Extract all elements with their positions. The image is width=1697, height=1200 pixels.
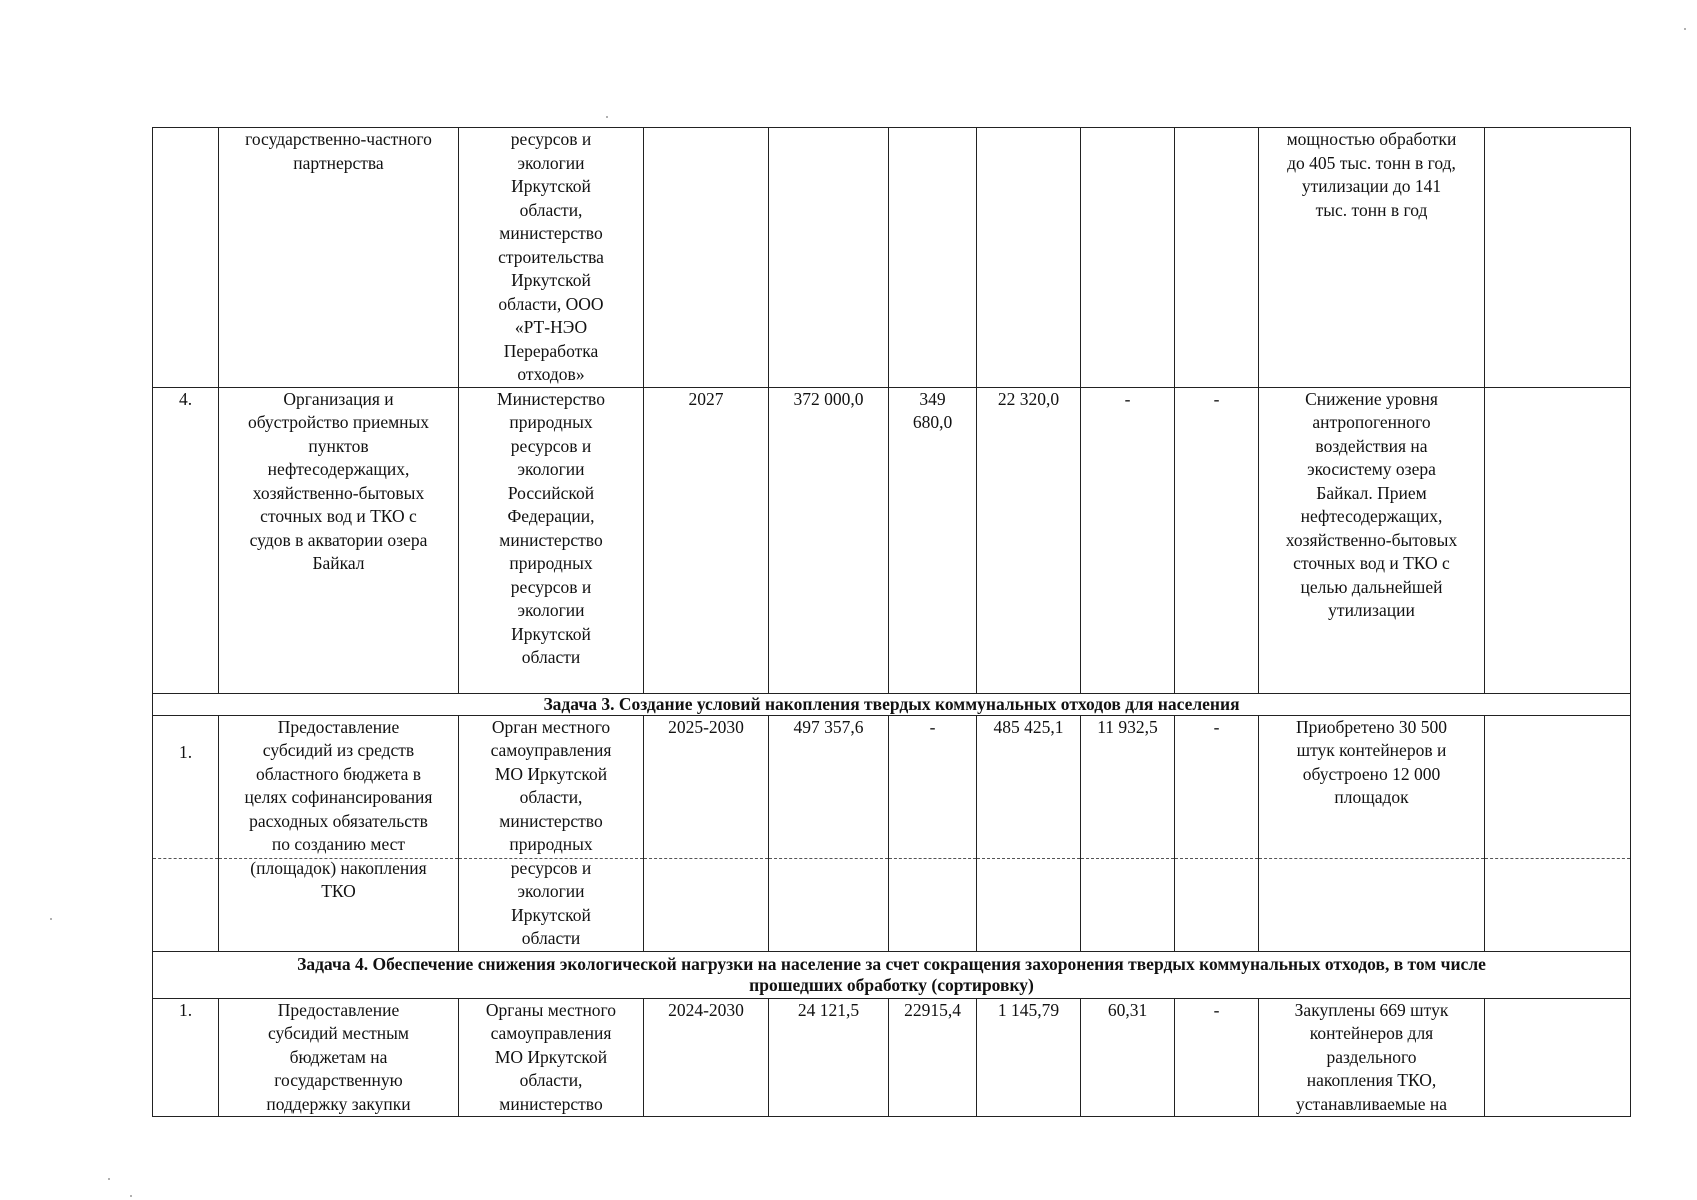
executor-cell (459, 715, 644, 951)
table-row (153, 998, 1631, 1117)
task-3-heading: Задача 3. Создание условий накопления твердых коммунальных отходов для населения (153, 693, 1631, 715)
result-cell: Снижение уровня антропогенного воздействия на экосистему озера Байкал. Прием нефтесодержащих, хозяйственно-бытовых сточных вод и ТКО с целью дальнейшей утилизации (1259, 387, 1485, 693)
total-cell: 24 121,5 (769, 998, 889, 1117)
row-number-cell (153, 715, 219, 951)
federal-budget-cell (889, 715, 977, 951)
years-cell (644, 715, 769, 951)
measure-name-cell: Организация и обустройство приемных пунктов нефтесодержащих, хозяйственно-бытовых сточных вод и ТКО с судов в акватории озера Байкал (219, 387, 459, 693)
note-cell (1485, 715, 1631, 951)
page-break-line (1175, 858, 1258, 859)
executor-cell: Органы местного самоуправления МО Иркутской области, министерство (459, 998, 644, 1117)
table-row (153, 387, 1631, 693)
row-number-cell: 1. (153, 998, 219, 1117)
other-sources-cell: - (1175, 998, 1259, 1117)
table-row (153, 128, 1631, 388)
years-cell: 2027 (644, 387, 769, 693)
total-cell (769, 715, 889, 951)
other-sources-cell (1175, 715, 1259, 951)
federal-budget: - (929, 716, 936, 737)
scan-speck (130, 1195, 132, 1197)
page-break-line (153, 858, 218, 859)
scan-speck (50, 918, 52, 920)
years: 2025-2030 (668, 716, 744, 737)
row-number: 1. (178, 741, 193, 762)
note-cell (1485, 387, 1631, 693)
page-break-line (1259, 858, 1484, 859)
result: Приобретено 30 500 штук контейнеров и обустроено 12 000 площадок (1296, 716, 1447, 807)
local-budget-cell: 60,31 (1081, 998, 1175, 1117)
other-sources: - (1213, 716, 1220, 737)
total-cell (769, 128, 889, 388)
executor: Орган местного самоуправления МО Иркутской области, министерство природных ресурсов и экологии Иркутской области (490, 716, 612, 948)
regional-budget-cell (977, 715, 1081, 951)
executor-cell: ресурсов и экологии Иркутской области, министерство строительства Иркутской области, ООО «РТ-НЭО Переработка отходов» (459, 128, 644, 388)
years-cell: 2024-2030 (644, 998, 769, 1117)
local-budget: 11 932,5 (1097, 716, 1158, 737)
local-budget-cell (1081, 128, 1175, 388)
page-break-line (769, 858, 888, 859)
row-number-cell (153, 128, 219, 388)
total: 497 357,6 (793, 716, 864, 737)
other-sources-cell: - (1175, 387, 1259, 693)
page-break-line (889, 858, 976, 859)
local-budget-cell: - (1081, 387, 1175, 693)
regional-budget-cell: 22 320,0 (977, 387, 1081, 693)
scan-speck (108, 1178, 110, 1180)
table-row (153, 715, 1631, 951)
measure-name-cell: Предоставление субсидий местным бюджетам на государственную поддержку закупки (219, 998, 459, 1117)
measure-name-cell (219, 715, 459, 951)
federal-budget-cell: 22915,4 (889, 998, 977, 1117)
note-cell (1485, 128, 1631, 388)
row-number-cell: 4. (153, 387, 219, 693)
page-break-line (1485, 858, 1630, 859)
regional-budget-cell: 1 145,79 (977, 998, 1081, 1117)
result-cell (1259, 715, 1485, 951)
task-heading-row (153, 693, 1631, 715)
page-break-line (1081, 858, 1174, 859)
other-sources-cell (1175, 128, 1259, 388)
measure-name-cell: государственно-частного партнерства (219, 128, 459, 388)
total-cell: 372 000,0 (769, 387, 889, 693)
note-cell (1485, 998, 1631, 1117)
federal-budget-cell: 349 680,0 (889, 387, 977, 693)
scan-speck (1684, 28, 1686, 30)
result-cell: мощностью обработки до 405 тыс. тонн в год, утилизации до 141 тыс. тонн в год (1259, 128, 1485, 388)
regional-budget: 485 425,1 (993, 716, 1064, 737)
local-budget-cell (1081, 715, 1175, 951)
task-4-heading: Задача 4. Обеспечение снижения экологической нагрузки на население за счет сокращения захоронения твердых коммунальных отходов, в том числе прошедших обработку (сортировку) (153, 951, 1631, 998)
measure-name: Предоставление субсидий из средств областного бюджета в целях софинансирования расходных обязательств по созданию мест (площадок) накопления ТКО (244, 716, 433, 901)
years-cell (644, 128, 769, 388)
executor-cell: Министерство природных ресурсов и экологии Российской Федерации, министерство природных ресурсов и экологии Иркутской области (459, 387, 644, 693)
regional-budget-cell (977, 128, 1081, 388)
page-break-line (644, 858, 768, 859)
result-cell: Закуплены 669 штук контейнеров для раздельного накопления ТКО, устанавливаемые на (1259, 998, 1485, 1117)
page-break-line (977, 858, 1080, 859)
scan-speck (606, 116, 608, 118)
task-heading-row (153, 951, 1631, 998)
measures-table (152, 127, 1631, 1117)
federal-budget-cell (889, 128, 977, 388)
